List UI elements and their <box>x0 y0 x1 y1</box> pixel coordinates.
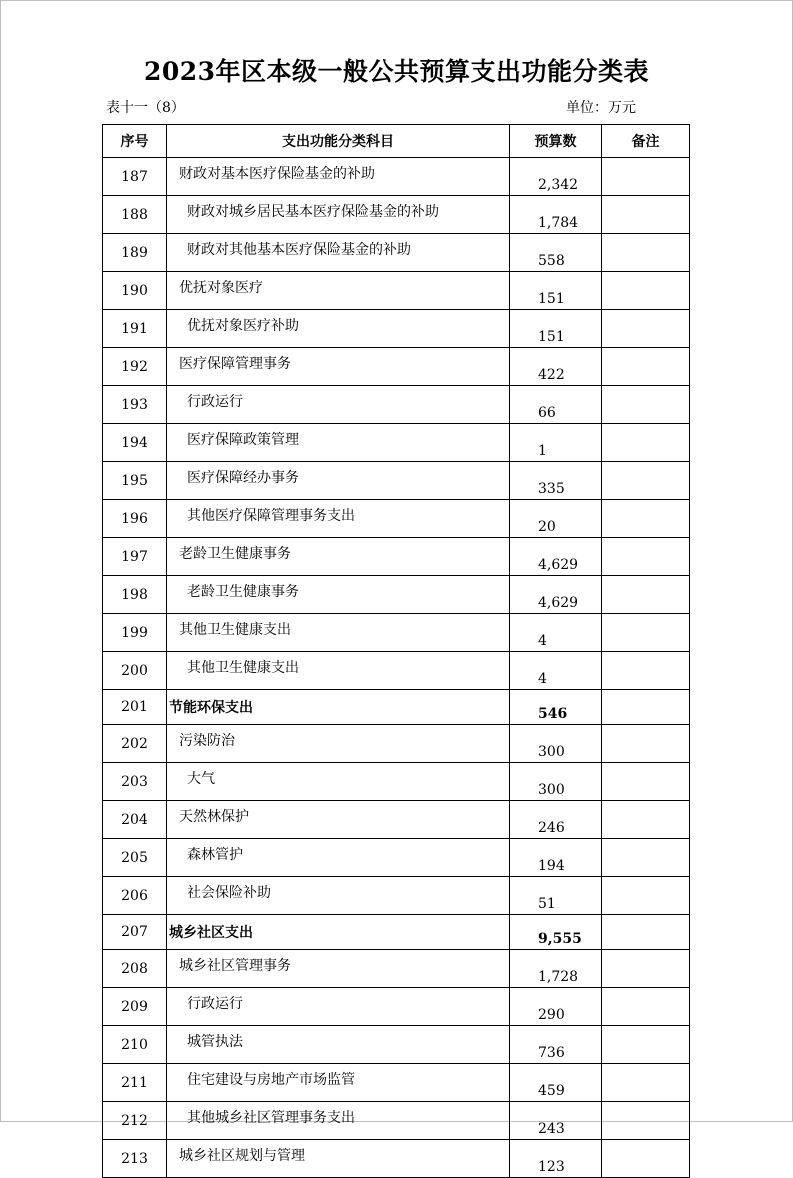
row-note <box>602 614 690 652</box>
row-amount: 558 <box>510 234 602 272</box>
row-subject: 财政对其他基本医疗保险基金的补助 <box>167 234 510 272</box>
table-row <box>103 614 690 652</box>
table-row <box>103 725 690 763</box>
row-subject: 其他卫生健康支出 <box>167 652 510 690</box>
row-subject: 其他卫生健康支出 <box>167 614 510 652</box>
row-subject: 污染防治 <box>167 725 510 763</box>
row-subject: 节能环保支出 <box>167 690 510 725</box>
row-seq: 202 <box>103 725 167 763</box>
table-row <box>103 272 690 310</box>
row-amount: 51 <box>510 877 602 915</box>
row-seq: 190 <box>103 272 167 310</box>
row-note <box>602 725 690 763</box>
row-amount: 151 <box>510 310 602 348</box>
row-seq: 205 <box>103 839 167 877</box>
row-note <box>602 234 690 272</box>
row-note <box>602 500 690 538</box>
table-row <box>103 500 690 538</box>
budget-table <box>102 124 690 1178</box>
row-subject: 其他城乡社区管理事务支出 <box>167 1102 510 1140</box>
row-amount: 20 <box>510 500 602 538</box>
row-note <box>602 1140 690 1178</box>
row-seq: 210 <box>103 1026 167 1064</box>
row-note <box>602 538 690 576</box>
row-amount: 4,629 <box>510 576 602 614</box>
row-seq: 203 <box>103 763 167 801</box>
table-row <box>103 950 690 988</box>
row-note <box>602 801 690 839</box>
row-subject: 医疗保障政策管理 <box>167 424 510 462</box>
row-amount: 123 <box>510 1140 602 1178</box>
row-note <box>602 915 690 950</box>
row-seq: 213 <box>103 1140 167 1178</box>
table-row <box>103 652 690 690</box>
row-note <box>602 839 690 877</box>
row-subject: 住宅建设与房地产市场监管 <box>167 1064 510 1102</box>
row-seq: 196 <box>103 500 167 538</box>
row-note <box>602 272 690 310</box>
row-note <box>602 1026 690 1064</box>
table-row <box>103 763 690 801</box>
row-seq: 198 <box>103 576 167 614</box>
table-row <box>103 690 690 725</box>
row-subject: 天然林保护 <box>167 801 510 839</box>
row-seq: 191 <box>103 310 167 348</box>
row-amount: 9,555 <box>510 915 602 950</box>
row-seq: 193 <box>103 386 167 424</box>
header-note: 备注 <box>602 125 690 158</box>
table-row <box>103 1026 690 1064</box>
row-subject: 行政运行 <box>167 988 510 1026</box>
row-subject: 城乡社区支出 <box>167 915 510 950</box>
row-note <box>602 462 690 500</box>
header-amount: 预算数 <box>510 125 602 158</box>
table-row <box>103 424 690 462</box>
table-row <box>103 196 690 234</box>
row-note <box>602 424 690 462</box>
row-subject: 财政对基本医疗保险基金的补助 <box>167 158 510 196</box>
table-number: 表十一（8） <box>106 100 185 116</box>
row-note <box>602 763 690 801</box>
row-note <box>602 1064 690 1102</box>
table-row <box>103 576 690 614</box>
table-row <box>103 158 690 196</box>
row-amount: 422 <box>510 348 602 386</box>
row-seq: 200 <box>103 652 167 690</box>
header-seq: 序号 <box>103 125 167 158</box>
row-seq: 211 <box>103 1064 167 1102</box>
row-amount: 459 <box>510 1064 602 1102</box>
row-amount: 194 <box>510 839 602 877</box>
row-subject: 老龄卫生健康事务 <box>167 576 510 614</box>
row-amount: 300 <box>510 763 602 801</box>
row-amount: 1 <box>510 424 602 462</box>
table-row <box>103 1064 690 1102</box>
row-subject: 行政运行 <box>167 386 510 424</box>
row-seq: 209 <box>103 988 167 1026</box>
row-amount: 290 <box>510 988 602 1026</box>
row-amount: 246 <box>510 801 602 839</box>
row-seq: 195 <box>103 462 167 500</box>
row-subject: 城乡社区管理事务 <box>167 950 510 988</box>
table-row <box>103 915 690 950</box>
row-subject: 财政对城乡居民基本医疗保险基金的补助 <box>167 196 510 234</box>
row-amount: 151 <box>510 272 602 310</box>
table-row <box>103 234 690 272</box>
page-title: 2023年区本级一般公共预算支出功能分类表 <box>143 57 650 86</box>
row-note <box>602 877 690 915</box>
table-row <box>103 538 690 576</box>
row-note <box>602 950 690 988</box>
row-amount: 66 <box>510 386 602 424</box>
row-note <box>602 348 690 386</box>
row-note <box>602 988 690 1026</box>
row-amount: 546 <box>510 690 602 725</box>
row-note <box>602 690 690 725</box>
row-note <box>602 158 690 196</box>
row-note <box>602 1102 690 1140</box>
row-subject: 森林管护 <box>167 839 510 877</box>
row-amount: 300 <box>510 725 602 763</box>
row-amount: 243 <box>510 1102 602 1140</box>
table-row <box>103 801 690 839</box>
row-amount: 335 <box>510 462 602 500</box>
row-amount: 4,629 <box>510 538 602 576</box>
row-amount: 1,728 <box>510 950 602 988</box>
row-amount: 2,342 <box>510 158 602 196</box>
row-seq: 189 <box>103 234 167 272</box>
table-row <box>103 988 690 1026</box>
unit-label: 单位：万元 <box>566 100 636 116</box>
table-header-row <box>103 125 690 158</box>
row-subject: 老龄卫生健康事务 <box>167 538 510 576</box>
row-seq: 207 <box>103 915 167 950</box>
row-amount: 4 <box>510 652 602 690</box>
row-subject: 其他医疗保障管理事务支出 <box>167 500 510 538</box>
row-subject: 优抚对象医疗补助 <box>167 310 510 348</box>
row-subject: 大气 <box>167 763 510 801</box>
table-row <box>103 877 690 915</box>
row-subject: 城乡社区规划与管理 <box>167 1140 510 1178</box>
table-row <box>103 310 690 348</box>
table-row <box>103 1102 690 1140</box>
row-amount: 4 <box>510 614 602 652</box>
row-subject: 医疗保障管理事务 <box>167 348 510 386</box>
row-seq: 197 <box>103 538 167 576</box>
row-seq: 194 <box>103 424 167 462</box>
table-row <box>103 462 690 500</box>
row-amount: 1,784 <box>510 196 602 234</box>
row-seq: 199 <box>103 614 167 652</box>
table-row <box>103 386 690 424</box>
row-seq: 188 <box>103 196 167 234</box>
row-note <box>602 196 690 234</box>
row-seq: 206 <box>103 877 167 915</box>
row-seq: 212 <box>103 1102 167 1140</box>
table-row <box>103 348 690 386</box>
header-subject: 支出功能分类科目 <box>167 125 510 158</box>
row-seq: 192 <box>103 348 167 386</box>
row-seq: 208 <box>103 950 167 988</box>
row-note <box>602 386 690 424</box>
row-note <box>602 576 690 614</box>
row-note <box>602 652 690 690</box>
row-seq: 187 <box>103 158 167 196</box>
table-row <box>103 1140 690 1178</box>
row-seq: 204 <box>103 801 167 839</box>
table-body <box>103 158 690 1178</box>
table-row <box>103 839 690 877</box>
row-subject: 社会保险补助 <box>167 877 510 915</box>
row-subject: 优抚对象医疗 <box>167 272 510 310</box>
row-seq: 201 <box>103 690 167 725</box>
row-subject: 医疗保障经办事务 <box>167 462 510 500</box>
row-amount: 736 <box>510 1026 602 1064</box>
row-note <box>602 310 690 348</box>
row-subject: 城管执法 <box>167 1026 510 1064</box>
